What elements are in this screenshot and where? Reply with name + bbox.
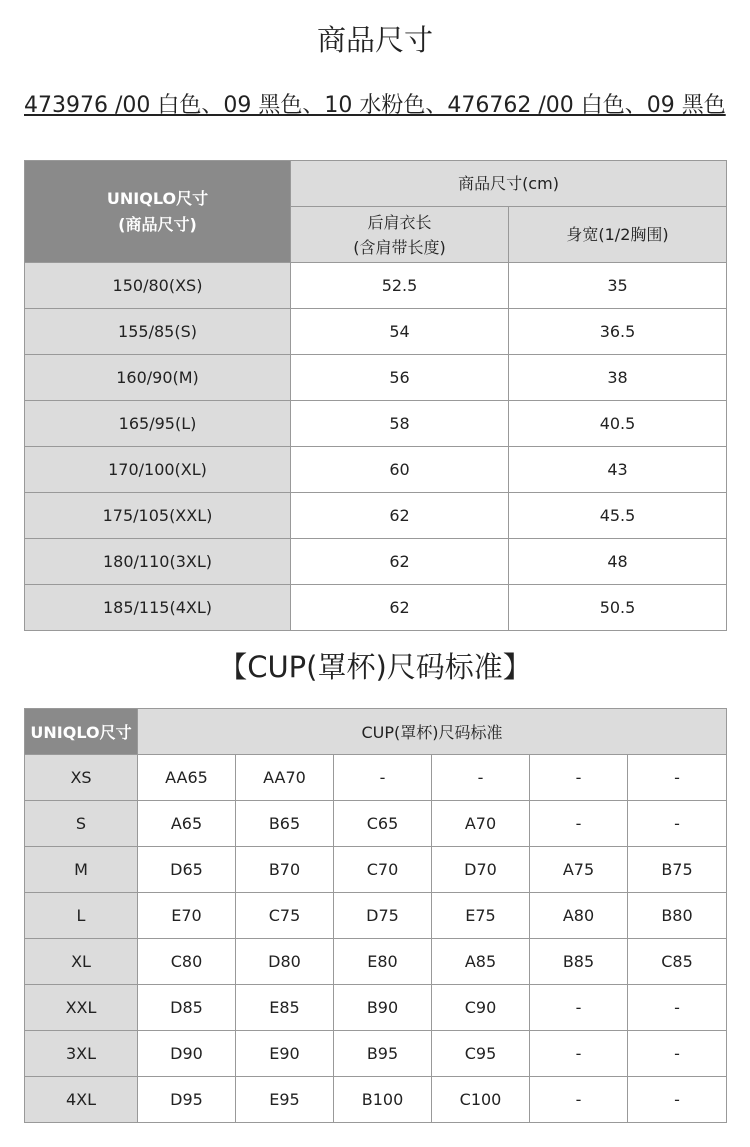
size-cell: 175/105(XXL) <box>25 493 291 539</box>
corner-line2: (商品尺寸) <box>118 214 197 234</box>
length-header-line1: 后肩衣长 <box>367 212 432 232</box>
length-cell: 54 <box>291 309 509 355</box>
cup-table-header: CUP(罩杯)尺码标准 <box>138 709 727 755</box>
size-cell: 170/100(XL) <box>25 447 291 493</box>
width-cell: 48 <box>509 539 727 585</box>
size-row <box>25 263 727 309</box>
size-cell: 155/85(S) <box>25 309 291 355</box>
cup-cell: D80 <box>236 939 334 985</box>
cup-cell: - <box>530 1077 628 1123</box>
cup-cell: - <box>628 985 727 1031</box>
cup-row <box>25 847 727 893</box>
cup-row <box>25 939 727 985</box>
cup-table <box>24 708 727 1123</box>
cup-cell: B80 <box>628 893 727 939</box>
size-row <box>25 493 727 539</box>
cup-cell: B100 <box>334 1077 432 1123</box>
size-cell: 165/95(L) <box>25 401 291 447</box>
cup-cell: B75 <box>628 847 727 893</box>
width-cell: 40.5 <box>509 401 727 447</box>
width-cell: 43 <box>509 447 727 493</box>
size-row <box>25 309 727 355</box>
cup-cell: AA65 <box>138 755 236 801</box>
cup-row <box>25 1077 727 1123</box>
width-cell: 35 <box>509 263 727 309</box>
size-row <box>25 585 727 631</box>
width-header: 身宽(1/2胸围) <box>509 207 727 263</box>
cup-cell: - <box>628 1031 727 1077</box>
size-group-header: 商品尺寸(cm) <box>291 161 727 207</box>
cup-cell: B85 <box>530 939 628 985</box>
size-row <box>25 355 727 401</box>
cup-cell: C100 <box>432 1077 530 1123</box>
cup-cell: B90 <box>334 985 432 1031</box>
cup-cell: C95 <box>432 1031 530 1077</box>
cup-cell: A65 <box>138 801 236 847</box>
cup-cell: B95 <box>334 1031 432 1077</box>
cup-cell: AA70 <box>236 755 334 801</box>
size-row <box>25 447 727 493</box>
cup-row <box>25 801 727 847</box>
cup-size-cell: 4XL <box>25 1077 138 1123</box>
length-cell: 60 <box>291 447 509 493</box>
corner-line1: UNIQLO尺寸 <box>106 188 209 208</box>
size-cell: 150/80(XS) <box>25 263 291 309</box>
cup-size-cell: L <box>25 893 138 939</box>
cup-cell: D75 <box>334 893 432 939</box>
cup-cell: E70 <box>138 893 236 939</box>
cup-cell: - <box>432 755 530 801</box>
cup-cell: A80 <box>530 893 628 939</box>
cup-cell: - <box>628 1077 727 1123</box>
length-cell: 62 <box>291 585 509 631</box>
cup-cell: - <box>530 755 628 801</box>
cup-cell: D70 <box>432 847 530 893</box>
width-cell: 36.5 <box>509 309 727 355</box>
cup-size-cell: XS <box>25 755 138 801</box>
cup-cell: - <box>628 801 727 847</box>
length-header-line2: (含肩带长度) <box>353 237 446 257</box>
cup-cell: - <box>628 755 727 801</box>
size-table-corner <box>25 161 291 263</box>
size-cell: 180/110(3XL) <box>25 539 291 585</box>
cup-cell: B65 <box>236 801 334 847</box>
cup-cell: C70 <box>334 847 432 893</box>
cup-size-cell: 3XL <box>25 1031 138 1077</box>
length-cell: 62 <box>291 493 509 539</box>
width-cell: 38 <box>509 355 727 401</box>
cup-cell: - <box>530 801 628 847</box>
cup-cell: B70 <box>236 847 334 893</box>
cup-table-corner: UNIQLO尺寸 <box>25 709 138 755</box>
length-cell: 58 <box>291 401 509 447</box>
cup-cell: E95 <box>236 1077 334 1123</box>
cup-row <box>25 1031 727 1077</box>
length-cell: 62 <box>291 539 509 585</box>
cup-cell: A70 <box>432 801 530 847</box>
size-cell: 185/115(4XL) <box>25 585 291 631</box>
cup-cell: E75 <box>432 893 530 939</box>
cup-cell: C75 <box>236 893 334 939</box>
cup-cell: A75 <box>530 847 628 893</box>
cup-cell: D95 <box>138 1077 236 1123</box>
size-table <box>24 160 727 631</box>
cup-size-cell: S <box>25 801 138 847</box>
length-cell: 52.5 <box>291 263 509 309</box>
length-cell: 56 <box>291 355 509 401</box>
cup-cell: D85 <box>138 985 236 1031</box>
cup-cell: D90 <box>138 1031 236 1077</box>
cup-cell: E90 <box>236 1031 334 1077</box>
cup-cell: - <box>530 1031 628 1077</box>
cup-cell: C80 <box>138 939 236 985</box>
cup-cell: D65 <box>138 847 236 893</box>
cup-row <box>25 893 727 939</box>
product-codes: 473976 /00 白色、09 黑色、10 水粉色、476762 /00 白色、09 黑色 <box>24 93 726 118</box>
cup-size-cell: M <box>25 847 138 893</box>
size-cell: 160/90(M) <box>25 355 291 401</box>
cup-size-cell: XL <box>25 939 138 985</box>
cup-row <box>25 755 727 801</box>
cup-row <box>25 985 727 1031</box>
cup-cell: - <box>334 755 432 801</box>
page-title: 商品尺寸 <box>316 23 433 57</box>
cup-cell: - <box>530 985 628 1031</box>
size-row <box>25 401 727 447</box>
cup-cell: C85 <box>628 939 727 985</box>
cup-cell: C90 <box>432 985 530 1031</box>
cup-title: 【CUP(罩杯)尺码标准】 <box>218 650 532 684</box>
width-cell: 50.5 <box>509 585 727 631</box>
width-cell: 45.5 <box>509 493 727 539</box>
cup-cell: A85 <box>432 939 530 985</box>
cup-size-cell: XXL <box>25 985 138 1031</box>
cup-cell: C65 <box>334 801 432 847</box>
cup-cell: E85 <box>236 985 334 1031</box>
size-row <box>25 539 727 585</box>
cup-cell: E80 <box>334 939 432 985</box>
length-header <box>291 207 509 263</box>
